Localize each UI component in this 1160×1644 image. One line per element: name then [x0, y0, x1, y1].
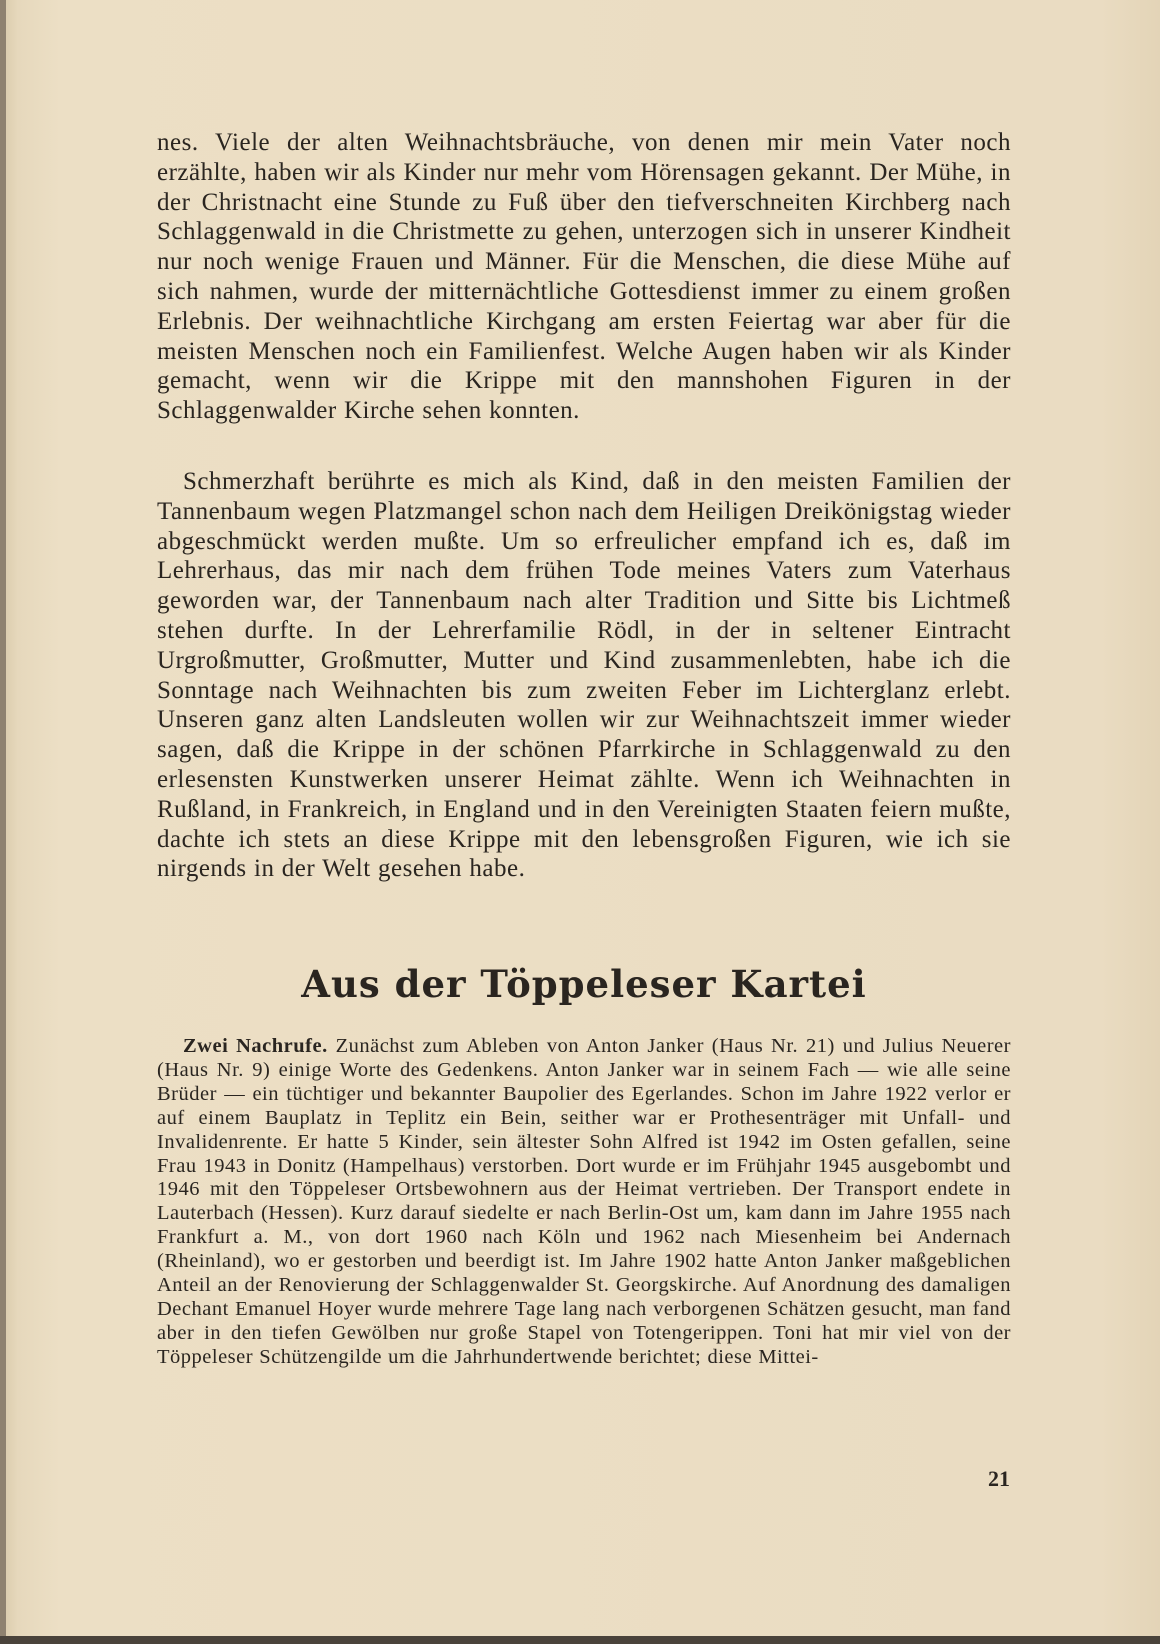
section-heading: Aus der Töppeleser Kartei — [301, 962, 867, 1006]
paragraph-obituaries-text: Zunächst zum Ableben von Anton Janker (Haus Nr. 21) und Julius Neuerer (Haus Nr. 9) einige Worte des Gedenkens. Anton Janker war in seinem Fach — wie alle seine Brüder — ein tüchtiger und bekannter Baupolier des Egerlandes. Schon im Jahre 1922 verlor er auf einem Bauplatz in Teplitz ein Bein, seither war er Prothesenträger mit Unfall- und Invalidenrente. Er hatte 5 Kinder, sein ältester Sohn Alfred ist 1942 im Osten gefallen, seine Frau 1943 in Donitz (Hampelhaus) verstorben. Dort wurde er im Frühjahr 1945 ausgebombt und 1946 mit den Töppeleser Ortsbewohnern aus der Heimat vertrieben. Der Transport endete in Lauterbach (Hessen). Kurz darauf siedelte er nach Berlin-Ost um, kam dann im Jahre 1955 nach Frankfurt a. M., von dort 1960 nach Köln und 1962 nach Miesenheim bei Andernach (Rheinland), wo er gestorben und beerdigt ist. Im Jahre 1902 hatte Anton Janker maßgeblichen Anteil an der Renovierung der Schlaggenwalder St. Georgskirche. Auf Anordnung des damaligen Dechant Emanuel Hoyer wurde mehrere Tage lang nach verborgenen Schätzen gesucht, man fand aber in den tiefen Gewölben nur große Stapel von Totengerippen. Toni hat mir viel von der Töppeleser Schützengilde um die Jahrhundertwende berichtet; diese Mittei- — [157, 1035, 1011, 1368]
paragraph-lead-in: Zwei Nachrufe. — [183, 1035, 328, 1057]
page-spine-shadow — [0, 0, 6, 1644]
paragraph-continuation: nes. Viele der alten Weihnachtsbräuche, von denen mir mein Vater noch erzählte, haben wir als Kinder nur mehr vom Hörensagen gekannt. Der Mühe, in der Christnacht eine Stunde zu Fuß über den tiefverschneiten Kirchberg nach Schlaggenwald in die Christmette zu gehen, unterzogen sich in unserer Kindheit nur noch wenige Frauen und Männer. Für die Menschen, die diese Mühe auf sich nahmen, wurde der mitternächtliche Gottesdienst immer zu einem großen Erlebnis. Der weihnachtliche Kirchgang am ersten Feiertag war aber für die meisten Menschen noch ein Familienfest. Welche Augen haben wir als Kinder gemacht, wenn wir die Krippe mit den mannshohen Figuren in der Schlaggenwalder Kirche sehen konnten. — [157, 129, 1011, 425]
page-bottom-edge — [0, 1636, 1160, 1644]
page-number: 21 — [988, 1466, 1010, 1491]
paragraph-christmas-tree: Schmerzhaft berührte es mich als Kind, daß in den meisten Familien der Tannenbaum wegen Platzmangel schon nach dem Heiligen Dreikönigstag wieder abgeschmückt werden mußte. Um so erfreulicher empfand ich es, daß im Lehrerhaus, das mir nach dem frühen Tode meines Vaters zum Vaterhaus geworden war, der Tannenbaum nach alter Tradition und Sitte bis Lichtmeß stehen durfte. In der Lehrerfamilie Rödl, in der in seltener Eintracht Urgroßmutter, Großmutter, Mutter und Kind zusammenlebten, habe ich die Sonntage nach Weihnachten bis zum zweiten Feber im Lichterglanz erlebt. Unseren ganz alten Landsleuten wollen wir zur Weihnachtszeit immer wieder sagen, daß die Krippe in der schönen Pfarrkirche in Schlaggenwald zu den erlesensten Kunstwerken unserer Heimat zählte. Wenn ich Weihnachten in Rußland, in Frankreich, in England und in den Vereinigten Staaten feiern mußte, dachte ich stets an diese Krippe mit den lebensgroßen Figuren, wie ich sie nirgends in der Welt gesehen habe. — [157, 468, 1011, 883]
paragraph-obituaries — [157, 1035, 1011, 1370]
